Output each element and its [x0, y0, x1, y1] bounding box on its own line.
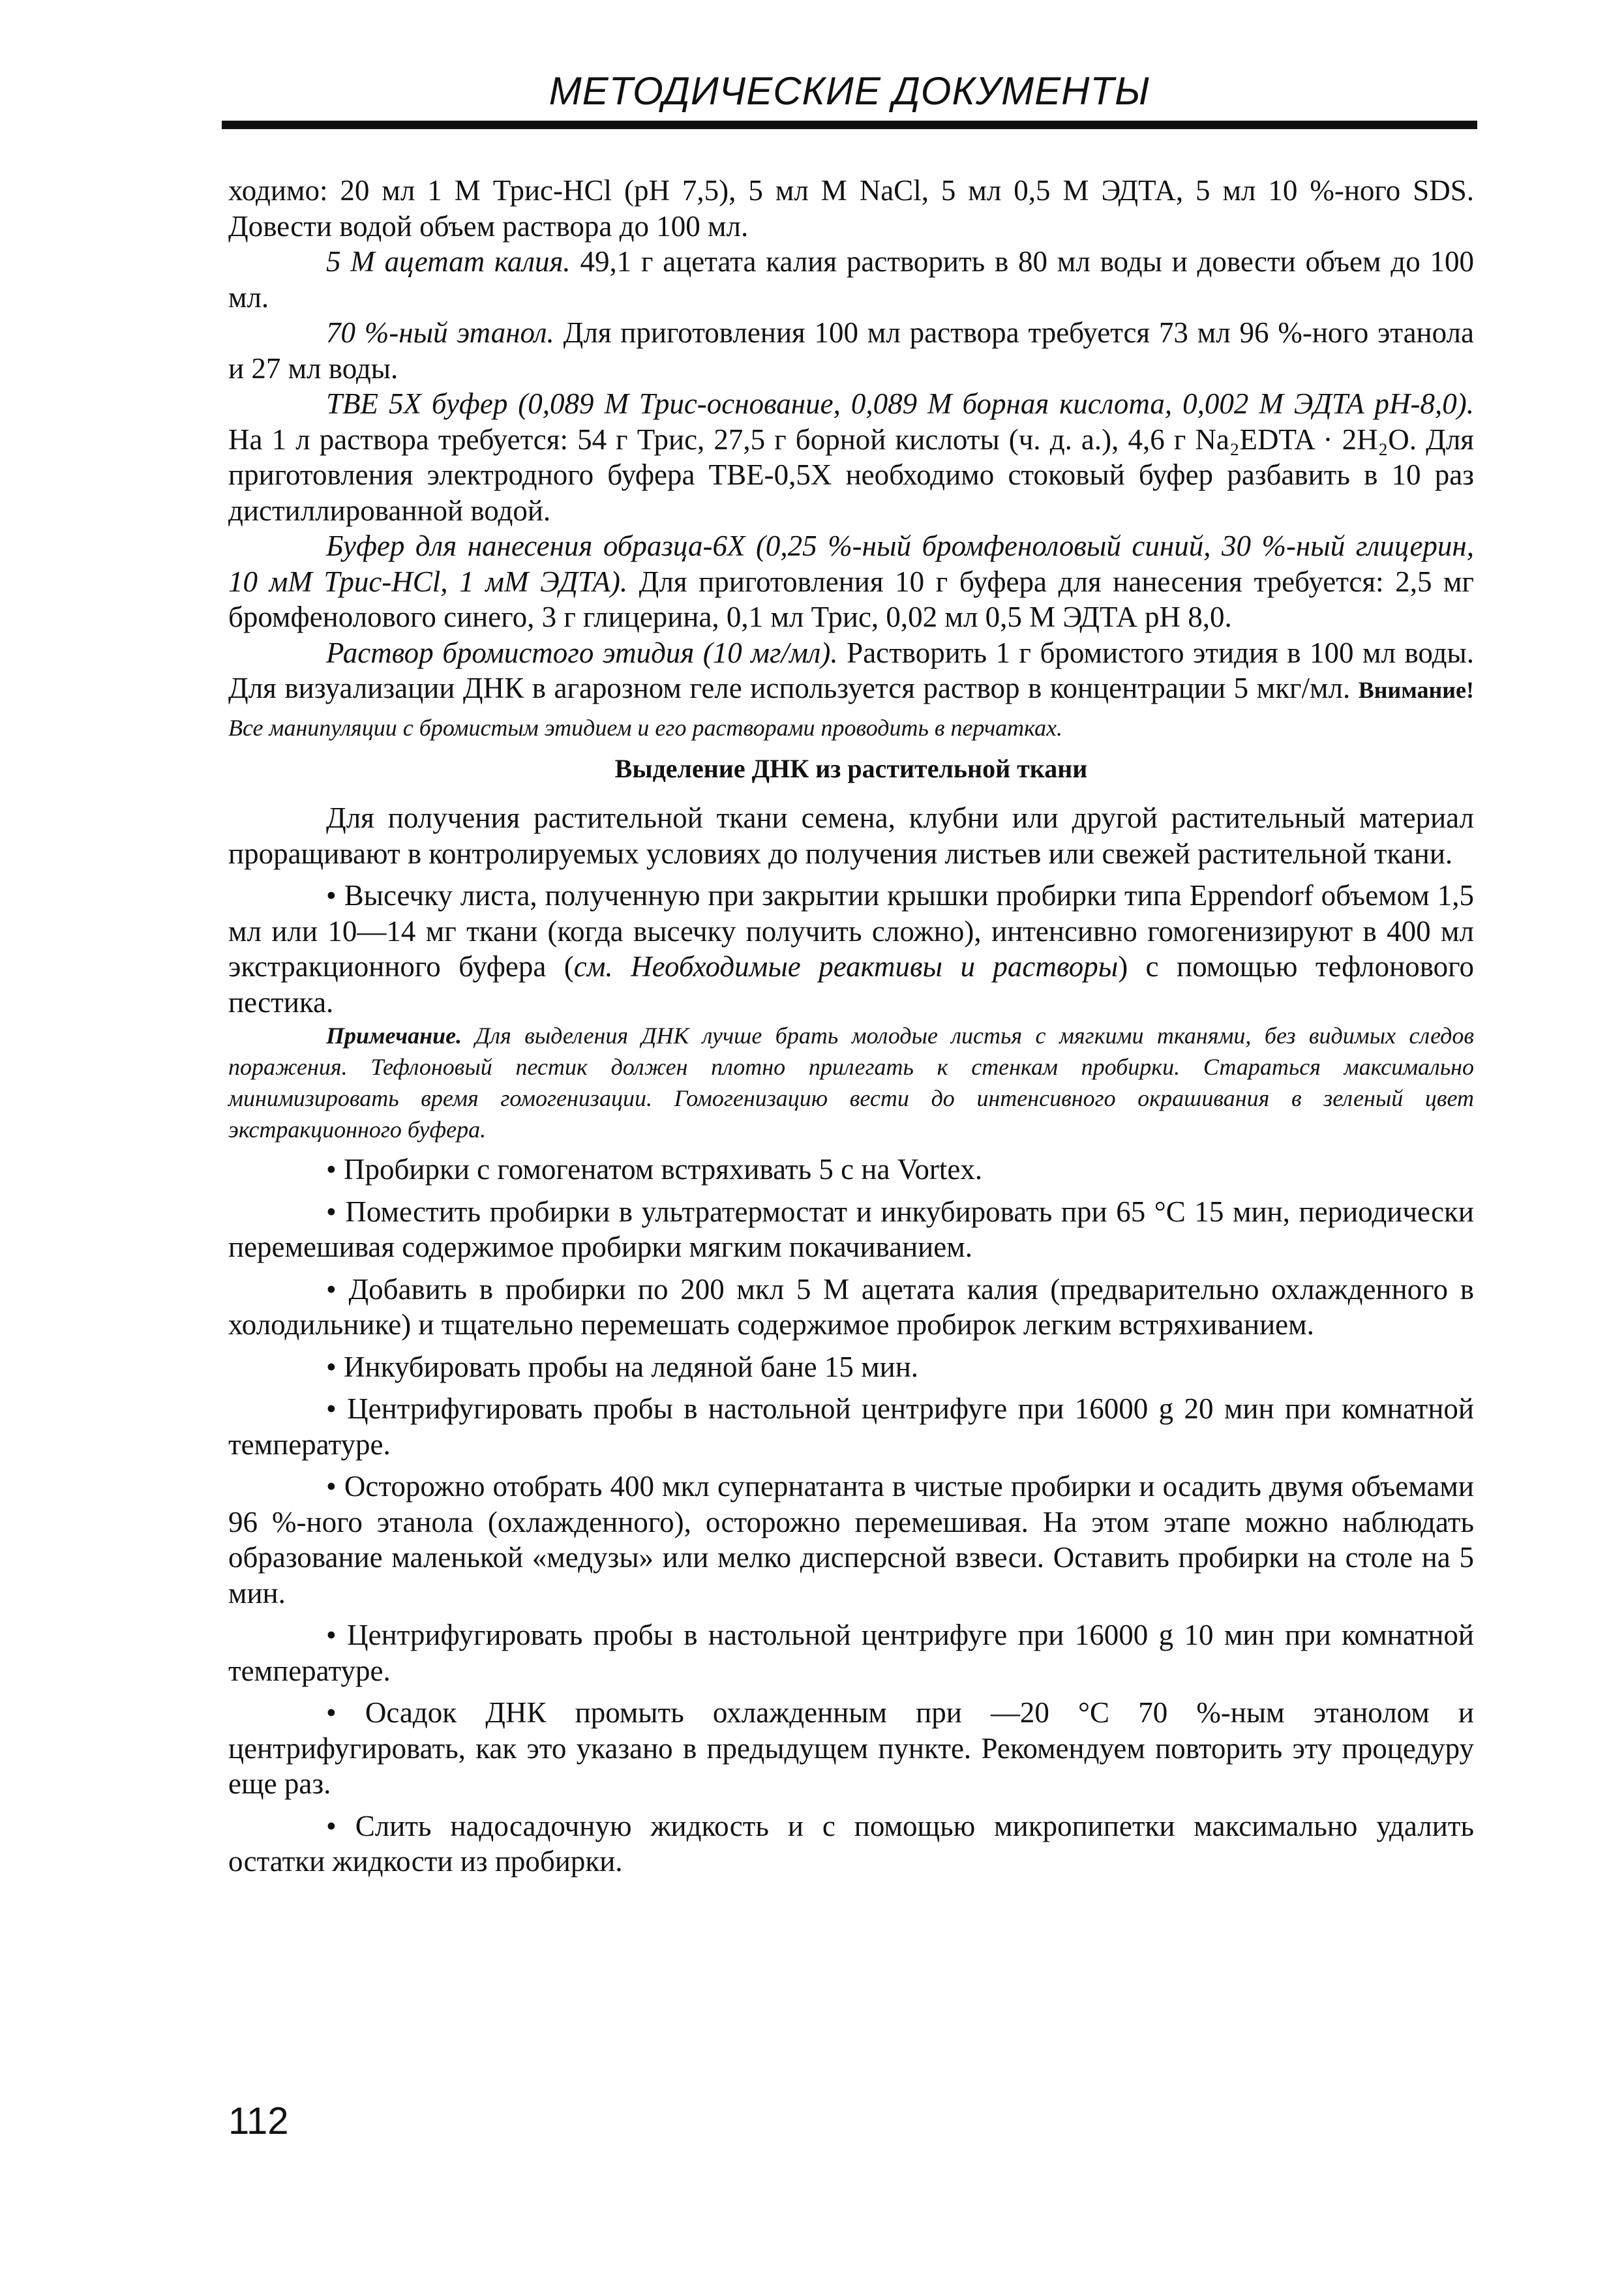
- reagent-title: Раствор бромистого этидия (10 мг/мл).: [326, 636, 838, 669]
- running-title: МЕТОДИЧЕСКИЕ ДОКУМЕНТЫ: [549, 69, 1150, 113]
- reagent-title: ТВЕ 5X буфер (0,089 М Трис-основание, 0,089 М борная кислота, 0,002 М ЭДТА pH-8,0).: [326, 387, 1474, 420]
- bullet-icon: •: [326, 1195, 337, 1228]
- list-item: [228, 1617, 1474, 1688]
- list-item: [228, 1391, 1474, 1462]
- list-item: [228, 1349, 1474, 1385]
- reagent-text: Растворить 1 г бромистого этидия в 100 мл воды. Для визуализации ДНК в агарозном геле используется раствор в концентрации 5 мкг/мл.: [228, 636, 1474, 704]
- section-title: Выделение ДНК из растительной ткани: [614, 754, 1088, 783]
- list-item-text: Пробирки с гомогенатом встряхивать 5 с на Vortex.: [336, 1153, 983, 1186]
- warning-text: Все манипуляции с бромистым этидием и его растворами проводить в перчатках.: [228, 714, 1063, 741]
- cross-reference: см. Необходимые реактивы и растворы: [573, 950, 1119, 983]
- list-item: [228, 1194, 1474, 1265]
- list-item-text: Осторожно отобрать 400 мкл супернатанта в чистые пробирки и осадить двумя объемами 96 %-ного этанола (охлажденного), осторожно перемешивая. На этом этапе можно наблюдать образование маленькой «медузы» или мелко дисперсной взвеси. Оставить пробирки на столе на 5 мин.: [228, 1470, 1474, 1610]
- paragraph-tbe-buffer: [228, 386, 1474, 528]
- page-number: 112: [228, 2100, 289, 2142]
- header-rule: [222, 121, 1477, 129]
- bullet-icon: •: [326, 1153, 337, 1186]
- paragraph-potassium-acetate: [228, 244, 1474, 315]
- list-item-text: Поместить пробирки в ультратермостат и инкубировать при 65 °С 15 мин, периодически перемешивая содержимое пробирки мягким покачиванием.: [228, 1195, 1474, 1263]
- list-item-text: ) с помощью тефлонового пестика.: [228, 950, 1474, 1019]
- bullet-icon: •: [326, 1696, 337, 1729]
- reagent-title: 5 М ацетат калия.: [326, 245, 571, 278]
- bullet-icon: •: [326, 1350, 337, 1383]
- list-item-text: Центрифугировать пробы в настольной центрифуге при 16000 g 20 мин при комнатной температуре.: [228, 1392, 1474, 1461]
- reagent-text: Для приготовления 10 г буфера для нанесения требуется: 2,5 мг бромфенолового синего, 3 г глицерина, 0,1 мл Трис, 0,02 мл 0,5 М ЭДТА pH 8,0.: [228, 565, 1474, 633]
- body-text: [228, 173, 1474, 1879]
- list-item-text: Слить надосадочную жидкость и с помощью микропипетки максимально удалить остатки жидкости из пробирки.: [228, 1809, 1474, 1878]
- list-item-text: Инкубировать пробы на ледяной бане 15 мин.: [336, 1350, 919, 1383]
- bullet-icon: •: [326, 1809, 337, 1842]
- reagent-title: 70 %-ный этанол.: [326, 316, 554, 349]
- list-item-text: Добавить в пробирки по 200 мкл 5 М ацетата калия (предварительно охлажденного в холодильнике) и тщательно перемешать содержимое пробирок легким встряхиванием.: [228, 1272, 1474, 1341]
- warning-label: Внимание!: [1358, 677, 1474, 703]
- bullet-icon: •: [326, 1619, 337, 1651]
- note: [228, 1020, 1474, 1145]
- reagent-text: Для приготовления 100 мл раствора требуется 73 мл 96 %-ного этанола и 27 мл воды.: [228, 316, 1474, 385]
- list-item-text: Центрифугировать пробы в настольной центрифуге при 16000 g 10 мин при комнатной температуре.: [228, 1619, 1474, 1687]
- list-item: [228, 1152, 1474, 1188]
- note-text: Для выделения ДНК лучше брать молодые листья с мягкими тканями, без видимых следов поражения. Тефлоновый пестик должен плотно прилегать к стенкам пробирки. Стараться максимально минимизировать время гомогенизации. Гомогенизацию вести до интенсивного окрашивания в зеленый цвет экстракционного буфера.: [228, 1023, 1474, 1143]
- reagent-title: Буфер для нанесения образца-6Х (0,25 %-ный бромфеноловый синий, 30 %-ный глицерин, 10 мМ Трис-HCl, 1 мМ ЭДТА).: [228, 530, 1474, 598]
- paragraph-ethidium-bromide: [228, 635, 1474, 746]
- reagent-text: 49,1 г ацетата калия растворить в 80 мл воды и довести объем до 100 мл.: [228, 245, 1474, 314]
- paragraph-ethanol: [228, 315, 1474, 386]
- section-intro: Для получения растительной ткани семена, клубни или другой растительный материал проращивают в контролируемых условиях до получения листьев или свежей растительной ткани.: [228, 801, 1474, 870]
- bullet-icon: •: [326, 879, 337, 912]
- note-label: Примечание.: [326, 1023, 462, 1049]
- list-item: [228, 1808, 1474, 1879]
- bullet-icon: •: [326, 1470, 337, 1503]
- list-item: [228, 1272, 1474, 1343]
- bullet-icon: •: [326, 1272, 337, 1306]
- list-item: [228, 878, 1474, 1020]
- list-item: [228, 1469, 1474, 1611]
- paragraph-continuation: ходимо: 20 мл 1 М Трис-HCl (pH 7,5), 5 мл М NaCl, 5 мл 0,5 М ЭДТА, 5 мл 10 %-ного SDS. Довести водой объем раствора до 100 мл.: [228, 174, 1474, 243]
- list-item-text: Осадок ДНК промыть охлажденным при —20 °С 70 %-ным этанолом и центрифугировать, как это указано в предыдущем пункте. Рекомендуем повторить эту процедуру еще раз.: [228, 1696, 1474, 1800]
- list-item-text: Высечку листа, полученную при закрытии крышки пробирки типа Eppendorf объемом 1,5 мл или 10—14 мг ткани (когда высечку получить сложно), интенсивно гомогенизируют в 400 мл экстракционного буфера (: [228, 879, 1474, 983]
- paragraph-loading-buffer: [228, 528, 1474, 635]
- bullet-icon: •: [326, 1392, 337, 1425]
- reagent-text: На 1 л раствора требуется: 54 г Трис, 27,5 г борной кислоты (ч. д. а.), 4,6 г Na₂EDTA · 2H₂O. Для приготовления электродного буфера ТВЕ-0,5X необходимо стоковый буфер разбавить в 10 раз дистиллированной водой.: [228, 423, 1474, 527]
- list-item: [228, 1695, 1474, 1802]
